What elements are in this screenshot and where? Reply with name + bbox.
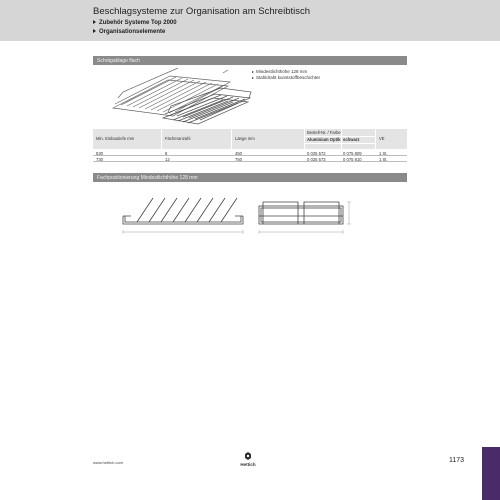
hettich-logo-text: Hettich (240, 462, 256, 467)
cell-vpe: 1 St. (379, 150, 388, 156)
page-number: 1173 (449, 457, 465, 464)
section-bar-positioning (93, 173, 407, 182)
header-alu: Aluminium Optik (307, 137, 341, 142)
header-vpe: VE (379, 136, 385, 141)
cell-min-width: 730 (96, 156, 103, 162)
section-title-flat-tray: Schrägablage flach (97, 57, 140, 64)
triangle-bullet-icon (93, 20, 96, 24)
cell-black: 0 075 810 (343, 156, 362, 162)
feature-steel-wire-text: Stahldraht kunststoffbeschichtet (256, 75, 320, 80)
table-header-row (93, 129, 407, 149)
cell-compartments: 12 (165, 156, 170, 162)
table-row (93, 156, 407, 162)
triangle-bullet-icon (252, 71, 254, 73)
table-divider (375, 129, 376, 149)
cell-vpe: 1 St. (379, 156, 388, 162)
cell-compartments: 8 (165, 150, 168, 156)
subtitle-organisation-text: Organisationselemente (99, 29, 166, 35)
feature-steel-wire (252, 75, 320, 80)
chapter-tab (482, 447, 500, 500)
subtitle-accessories-text: Zubehör Systeme Top 2000 (99, 20, 177, 26)
header-min-width: Min. Einbautiefe mm (96, 136, 135, 141)
feature-min-height (252, 69, 307, 74)
wire-tray-product-image (93, 68, 253, 128)
footer-url: www.hettich.com (93, 460, 124, 465)
cell-length: 750 (235, 156, 242, 162)
header-length: Länge mm (235, 136, 255, 141)
triangle-bullet-icon (93, 29, 96, 33)
triangle-bullet-icon (252, 77, 254, 79)
cell-black: 0 075 809 (343, 150, 362, 156)
section-bar-flat-tray (93, 56, 407, 65)
hettich-logo (236, 452, 260, 468)
table-divider (341, 129, 342, 149)
table-divider (305, 136, 375, 137)
section-title-positioning: Fachpositionierung Mindestlichthöhe 128 mm (97, 174, 198, 181)
feature-min-height-text: Mindestlichthöhe 128 mm (256, 69, 308, 74)
technical-drawing (93, 188, 407, 258)
table-divider (161, 129, 162, 149)
table-divider (305, 143, 375, 144)
cell-alu: 0 025 573 (307, 156, 326, 162)
table-divider (304, 129, 305, 149)
cell-alu: 0 025 572 (307, 150, 326, 156)
header-compartments: Fächeranzahl (165, 136, 191, 141)
table-divider (231, 129, 232, 149)
page-title: Beschlagsysteme zur Organisation am Schreibtisch (93, 6, 311, 17)
header-article-group: Bestell-Nr. / Farbe (307, 130, 341, 135)
header-black: schwarz (343, 137, 360, 142)
subtitle-accessories (93, 20, 177, 26)
subtitle-organisation (93, 29, 165, 35)
cell-min-width: 530 (96, 150, 103, 156)
cell-length: 450 (235, 150, 242, 156)
